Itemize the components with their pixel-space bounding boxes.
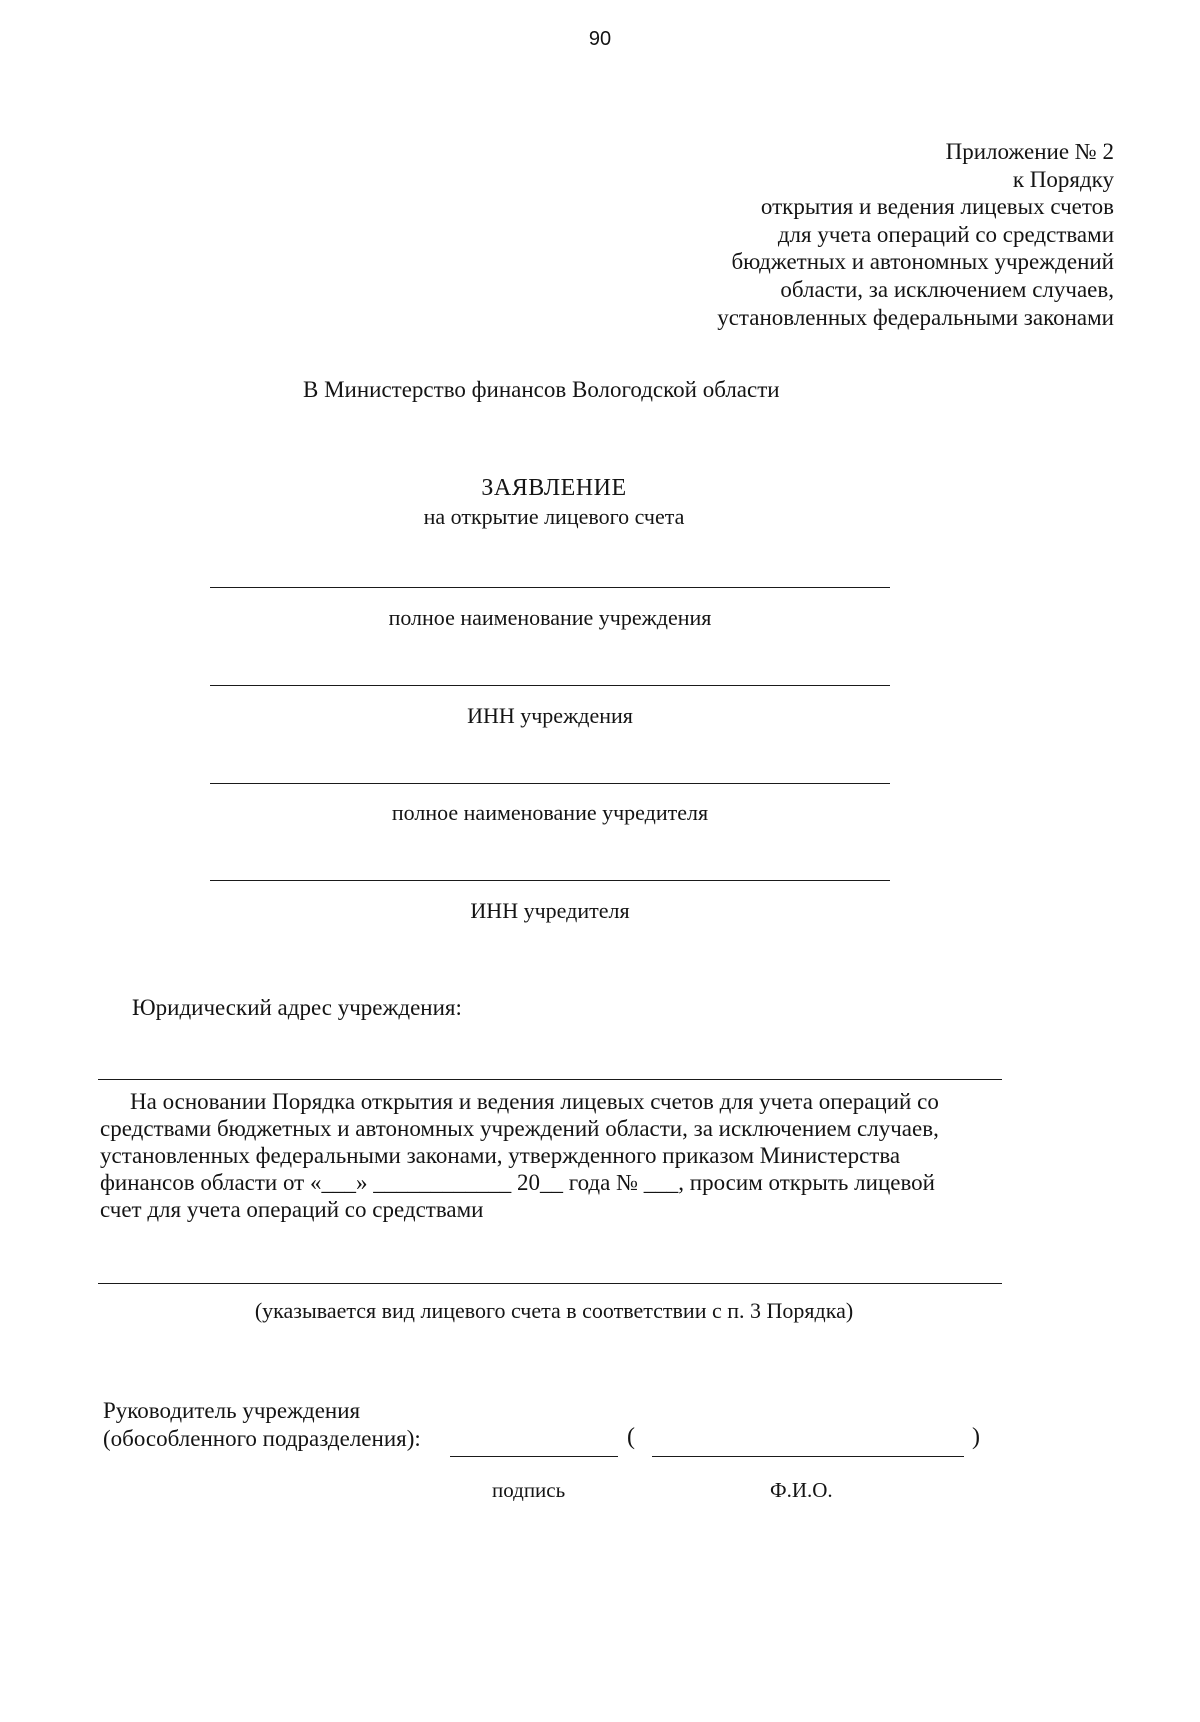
appendix-line: установленных федеральными законами	[717, 304, 1114, 330]
appendix-line: открытия и ведения лицевых счетов	[760, 194, 1114, 220]
signature-caption: подпись	[492, 1478, 566, 1502]
institution-inn-caption: ИНН учреждения	[467, 703, 633, 728]
addressee: В Министерство финансов Вологодской области	[303, 377, 780, 402]
legal-address-label: Юридический адрес учреждения:	[132, 995, 462, 1020]
account-type-caption: (указывается вид лицевого счета в соответствии с п. 3 Порядка)	[254, 1298, 854, 1323]
institution-inn-line[interactable]	[210, 685, 890, 686]
account-type-line[interactable]	[98, 1283, 1002, 1284]
basis-paragraph-line: На основании Порядка открытия и ведения лицевых счетов для учета операций со	[130, 1089, 939, 1114]
signature-line[interactable]	[450, 1456, 618, 1457]
founder-name-caption: полное наименование учредителя	[391, 800, 709, 825]
full-name-line[interactable]	[652, 1456, 964, 1457]
appendix-header	[717, 138, 1114, 331]
head-label-line1: Руководитель учреждения	[103, 1398, 361, 1423]
founder-inn-caption: ИНН учредителя	[470, 898, 630, 923]
name-caption: Ф.И.О.	[770, 1478, 833, 1502]
basis-paragraph	[100, 1088, 1000, 1223]
document-title: ЗАЯВЛЕНИЕ	[481, 475, 627, 501]
founder-name-line[interactable]	[210, 783, 890, 784]
close-paren: )	[972, 1424, 980, 1450]
page-number: 90	[588, 28, 612, 50]
document-subtitle: на открытие лицевого счета	[423, 504, 685, 529]
head-label-line2: (обособленного подразделения):	[103, 1426, 421, 1451]
open-paren: (	[627, 1424, 635, 1450]
appendix-line: области, за исключением случаев,	[780, 276, 1114, 302]
basis-paragraph-line: средствами бюджетных и автономных учреждений области, за исключением случаев,	[100, 1116, 939, 1141]
appendix-line: для учета операций со средствами	[777, 221, 1114, 247]
basis-paragraph-line: финансов области от «___» ____________ 20__ года № ___, просим открыть лицевой	[100, 1170, 935, 1195]
legal-address-line[interactable]	[98, 1079, 1002, 1080]
institution-name-caption: полное наименование учреждения	[388, 605, 712, 630]
appendix-line: Приложение № 2	[945, 139, 1114, 164]
appendix-line: бюджетных и автономных учреждений	[731, 249, 1114, 275]
founder-inn-line[interactable]	[210, 880, 890, 881]
institution-name-line[interactable]	[210, 587, 890, 588]
basis-paragraph-line: установленных федеральными законами, утвержденного приказом Министерства	[100, 1143, 901, 1168]
appendix-line: к Порядку	[1012, 166, 1114, 192]
basis-paragraph-line: счет для учета операций со средствами	[100, 1197, 484, 1222]
